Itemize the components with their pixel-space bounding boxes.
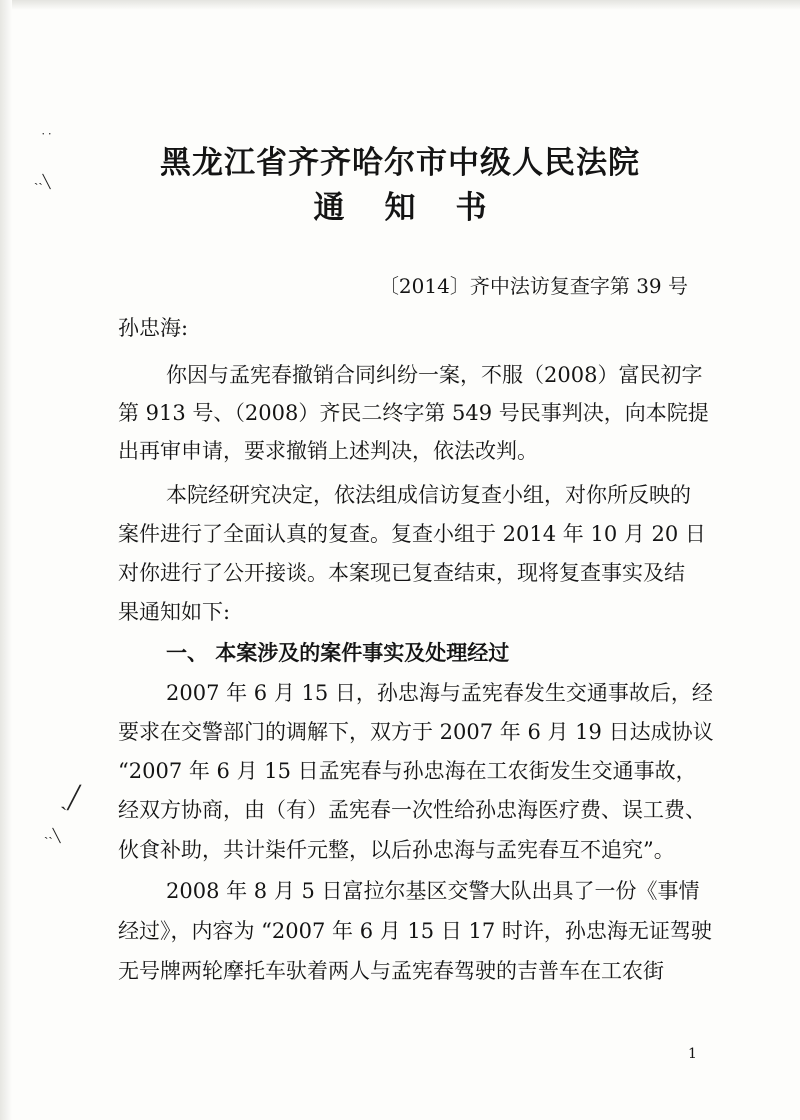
text-line: “2007 年 6 月 15 日孟宪春与孙忠海在工农街发生交通事故， (118, 759, 697, 783)
scan-speck: ˴˴╲ (34, 175, 51, 190)
text-line: 本院经研究决定，依法组成信访复查小组，对你所反映的 (166, 483, 691, 507)
text-line: 无号牌两轮摩托车驮着两人与孟宪春驾驶的吉普车在工农街 (118, 959, 664, 983)
text-line: 伙食补助，共计柒仟元整，以后孙忠海与孟宪春互不追究”。 (118, 838, 675, 862)
scan-edge-top (0, 0, 800, 10)
text-line: 第 913 号、（2008）齐民二终字第 549 号民事判决，向本院提 (118, 401, 709, 425)
text-line: 你因与孟宪春撤销合同纠纷一案，不服（2008）富民初字 (166, 363, 703, 387)
text-line: 案件进行了全面认真的复查。复查小组于 2014 年 10 月 20 日 (118, 522, 706, 546)
addressee: 孙忠海: (118, 316, 189, 340)
scan-speck: ˏ╱ (60, 786, 81, 811)
text-line: 要求在交警部门的调解下，双方于 2007 年 6 月 19 日达成协议 (118, 720, 714, 744)
section-heading: 一、 本案涉及的案件事实及处理经过 (166, 640, 510, 665)
court-title: 黑龙江省齐齐哈尔市中级人民法院 (160, 145, 640, 181)
text-line: 经双方协商，由（有）孟宪春一次性给孙忠海医疗费、误工费、 (118, 798, 706, 822)
text-line: 经过》，内容为 “2007 年 6 月 15 日 17 时许，孙忠海无证驾驶 (118, 919, 712, 943)
scan-speck: ˙˙ (40, 132, 53, 147)
text-line: 出再审申请，要求撤销上述判决，依法改判。 (118, 439, 538, 463)
text-line: 2007 年 6 月 15 日，孙忠海与孟宪春发生交通事故后，经 (166, 681, 713, 705)
notice-title: 通知书 (313, 190, 527, 226)
text-line: 2008 年 8 月 5 日富拉尔基区交警大队出具了一份《事情 (166, 879, 700, 903)
text-line: 果通知如下: (118, 600, 231, 624)
scan-speck: ˴˴╲ (44, 829, 61, 844)
page-number: 1 (688, 1046, 697, 1062)
document-number: 〔2014〕齐中法访复查字第 39 号 (378, 274, 688, 298)
text-line: 对你进行了公开接谈。本案现已复查结束，现将复查事实及结 (118, 561, 685, 585)
